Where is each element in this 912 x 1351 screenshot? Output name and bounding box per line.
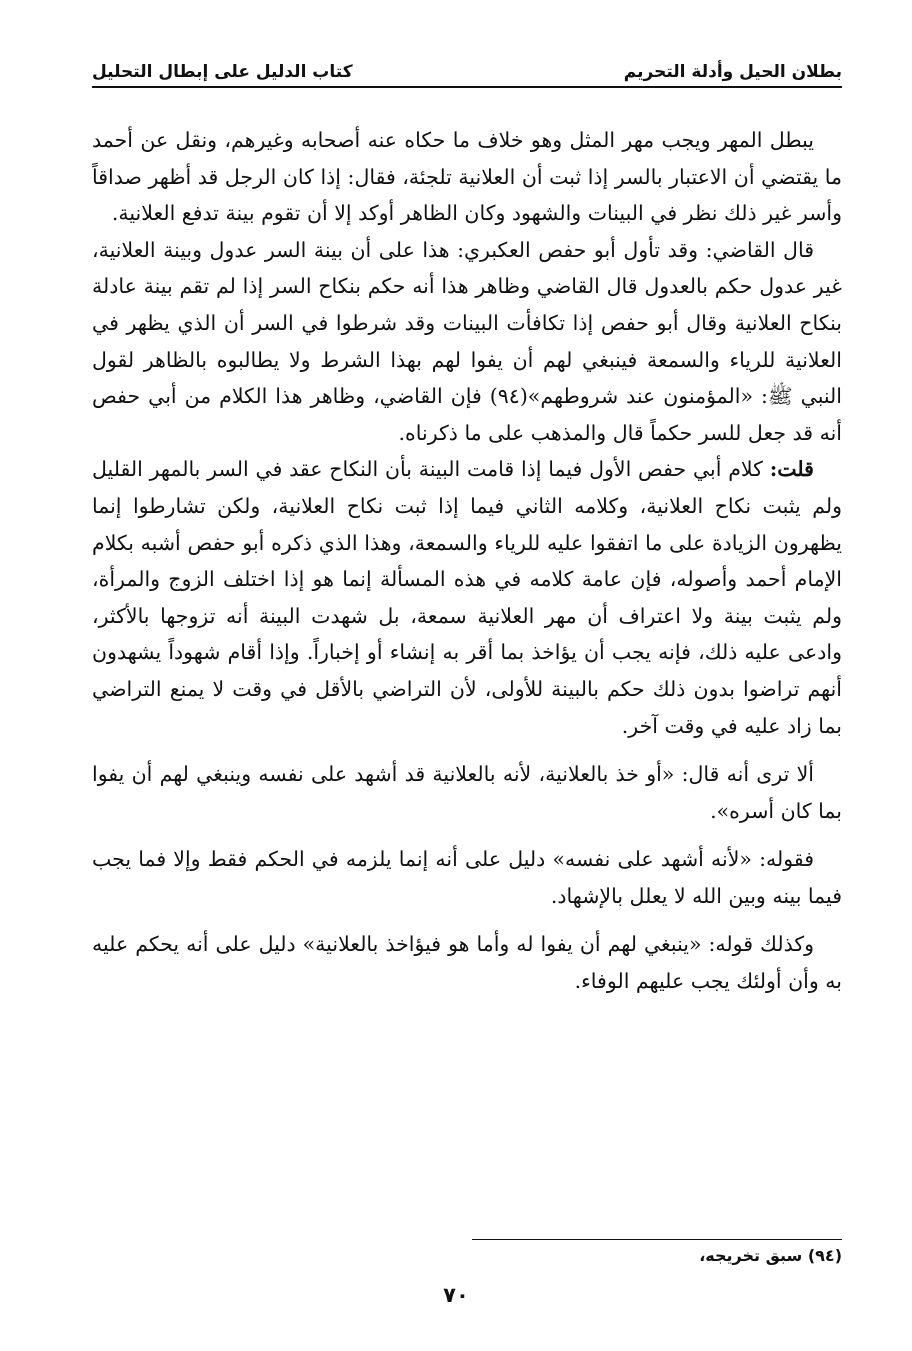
paragraph-text: كلام أبي حفص الأول فيما إذا قامت البينة بأن النكاح عقد في السر بالمهر القليل ولم يثبت نكاح العلانية، وكلامه الثاني فيما إذا ثبت نكاح العلانية، ولكن تشارطوا إنما يظهرون الزيادة على ما اتفقوا عليه للرياء والسمعة، وهذا الذي ذكره أبو حفص أشبه بكلام الإمام أحمد وأصوله، فإن عامة كلامه في هذه المسألة إنما هو إذا اختلف الزوج والمرأة، ولم يثبت بينة ولا اعتراف أن مهر العلانية سمعة، بل شهدت البينة أنه تزوجها بالأكثر، وادعى عليه ذلك، فإنه يجب أن يؤاخذ بما أقر به إنشاء أو إخباراً. وإذا أقام شهوداً يشهدون أنهم تراضوا بدون ذلك حكم بالبينة للأولى، لأن التراضي بالأقل في وقت لا يمنع التراضي بما زاد عليه في وقت آخر. [92,457,842,738]
paragraph-text: قال القاضي: وقد تأول أبو حفص العكبري: هذا على أن بينة السر عدول وبينة العلانية، غير عدول حكم بالعدول قال القاضي وظاهر هذا أنه حكم بنكاح السر إذا لم تقم بينة عادلة بنكاح العلانية وقال أبو حفص إذا تكافأت البينات وقد شرطوا في السر أن الذي يظهر في العلانية للرياء والسمعة فينبغي لهم أن يفوا لهم بهذا الشرط ولا يطالبوه بالظاهر لقول النبي ﷺ: «المؤمنون عند شروطهم»(٩٤) فإن القاضي، وظاهر هذا الكلام من أبي حفص أنه قد جعل للسر حكماً قال والمذهب على ما ذكرناه. [92,237,843,445]
paragraph-lead: قلت: [769,457,814,482]
main-text [92,122,842,1000]
paragraph-text: فقوله: «لأنه أشهد على نفسه» دليل على أنه إنما يلزمه في الحكم فقط وإلا فما يجب فيما بينه وبين الله لا يعلل بالإشهاد. [92,847,842,908]
footnote: (٩٤) سبق تخريجه، [699,1246,842,1265]
paragraph-4 [92,756,842,829]
paragraph-2 [92,232,842,452]
running-header [92,46,842,88]
paragraph-text: ألا ترى أنه قال: «أو خذ بالعلانية، لأنه بالعلانية قد أشهد على نفسه وينبغي لهم أن يفوا بما كان أسره». [92,762,842,823]
footnote-divider [472,1239,842,1240]
header-book-title: بطلان الحيل وأدلة التحريم [623,62,842,82]
header-section-title: كتاب الدليل على إبطال التحليل [92,62,353,82]
paragraph-6 [92,926,842,999]
paragraph-text: يبطل المهر ويجب مهر المثل وهو خلاف ما حكاه عنه أصحابه وغيرهم، ونقل عن أحمد ما يقتضي أن الاعتبار بالسر إذا ثبت أن العلانية تلجئة، فقال: إذا كان الرجل قد أظهر صداقاً وأسر غير ذلك نظر في البينات والشهود وكان الظاهر أوكد إلا أن تقوم بينة تدفع العلانية. [92,128,842,226]
paragraph-3 [92,451,842,744]
page-number: ٧٠ [443,1283,469,1307]
paragraph-1 [92,122,842,232]
paragraph-text: وكذلك قوله: «ينبغي لهم أن يفوا له وأما هو فيؤاخذ بالعلانية» دليل على أنه يحكم عليه به وأن أولئك يجب عليهم الوفاء. [92,932,842,994]
paragraph-5 [92,841,842,914]
